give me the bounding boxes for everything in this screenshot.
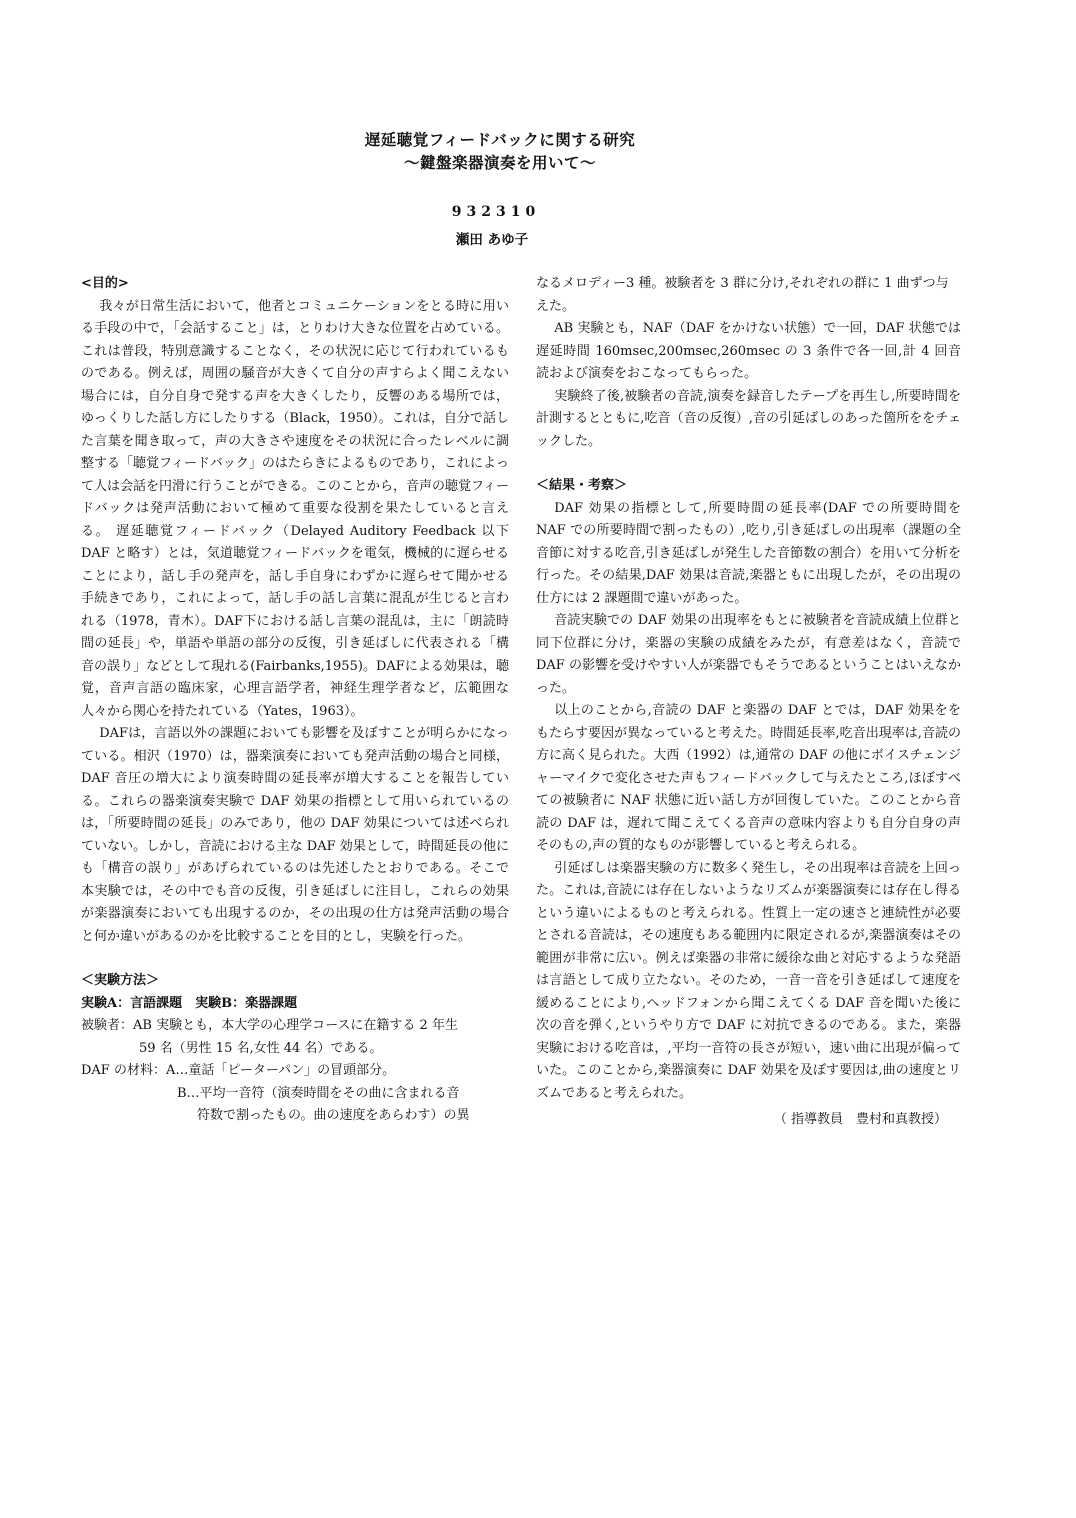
method-continuation: なるメロディー3 種。被験者を 3 群に分け,それぞれの群に 1 曲ずつ与えた。 [536, 276, 949, 314]
method-subjects-line-2: 59 名（男性 15 名,女性 44 名）である。 [139, 1040, 383, 1056]
purpose-paragraph-2: DAFは，言語以外の課題においても影響を及ぼすことが明らかになっている。相沢（1970）は，器楽演奏においても発声活動の場合と同様，DAF 音圧の増大により演奏時間の延長率が増大することを報告している。これらの器楽演奏実験で DAF 効果の指標として用いられているのは，「所要時間の延長」のみであり，他の DAF 効果については述べられていない。しかし，音読における主な DAF 効果として，時間延長の他にも「構音の誤り」があげられているのは先述したとおりである。そこで本実験では，その中でも音の反復，引き延ばしに注目し，これらの効果が楽器演奏においても出現するのか，その出現の仕方は発声活動の場合と何か違いがあるのかを比較することを目的とし，実験を行った。 [81, 726, 509, 944]
results-paragraph-1: DAF 効果の指標として,所要時間の延長率(DAF での所要時間を NAF での所要時間で割ったもの）,吃り,引き延ばしの出現率（課題の全音節に対する吃音,引き延ばしが発生した音節数の割合）を用いて分析を行った。その結果,DAF 効果は音読,楽器ともに出現したが，その出現の仕方には 2 課題間で違いがあった。 [536, 500, 961, 606]
method-heading: ＜実験方法＞ [81, 973, 160, 988]
left-column [81, 273, 509, 1128]
method-material-b-cont: 符数で割ったもの。曲の速度をあらわす）の異 [197, 1108, 470, 1123]
method-material-a: DAF の材料：A…童話「ピーターパン」の冒頭部分。 [81, 1063, 396, 1078]
results-heading: ＜結果・考察＞ [536, 478, 628, 493]
purpose-paragraph-1: 我々が日常生活において，他者とコミュニケーションをとる時に用いる手段の中で，「会話すること」は，とりわけ大きな位置を占めている。これは普段，特別意識することなく，その状況に応じて行われているものである。例えば，周囲の騒音が大きくて自分の声すらよく聞こえない場合には，自分自身で発する声を大きくしたり，反響のある場所では，ゆっくりした話し方にしたりする（Black，1950）。これは，自分で話した言葉を聞き取って，声の大きさや速度をその状況に合ったレベルに調整する「聴覚フィードバック」のはたらきによるものであり，これによって人は会話を円滑に行うことができる。このことから，音声の聴覚フィードバックは発声活動において極めて重要な役割を果たしていると言える。 遅延聴覚フィードバック（Delayed Auditory Feedback 以下 DAF と略す）とは，気道聴覚フィードバックを電気，機械的に遅らせることにより，話し手の発声を，話し手自身にわずかに遅らせて聞かせる手続きであり，これによって，話し手の話し言葉に混乱が生じると言われる（1978，青木）。DAF下における話し言葉の混乱は，主に「朗読時間の延長」や，単語や単語の部分の反復，引き延ばしに代表される「構音の誤り」などとして現れる(Fairbanks,1955)。DAFによる効果は，聴覚，音声言語の臨床家，心理言語学者，神経生理学者など，広範囲な人々から関心を持たれている（Yates，1963）。 [81, 298, 509, 719]
results-paragraph-3: 以上のことから,音読の DAF と楽器の DAF とでは，DAF 効果ををもたらす要因が異なっていると考えた。時間延長率,吃音出現率は,音読の方に高く見られた。大西（1992）は,通常の DAF の他にボイスチェンジャーマイクで変化させた声もフィードバックして与えたところ,ほぼすべての被験者に NAF 状態に近い話し方が回復していた。このことから音読の DAF は，遅れて聞こえてくる音声の意味内容よりも自分自身の声そのもの,声の質的なものが影響していると考えられる。 [536, 703, 961, 853]
paper-title: 遅延聴覚フィードバックに関する研究 [364, 130, 636, 149]
method-material-b: B…平均一音符（演奏時間をその曲に含まれる音 [177, 1085, 460, 1101]
right-column [536, 273, 961, 1132]
purpose-heading: <目的> [81, 276, 129, 291]
advisor-note: （ 指導教員 豊村和真教授） [773, 1112, 947, 1127]
method-experiments: 実験A：言語課題 実験B：楽器課題 [81, 995, 298, 1011]
method-procedure: AB 実験とも，NAF（DAF をかけない状態）で一回，DAF 状態では遅延時間 160msec,200msec,260msec の 3 条件で各一回,計 4 回音読および演奏をおこなってもらった。 [536, 321, 961, 381]
method-subjects-line-1: 被験者：AB 実験とも，本大学の心理学コースに在籍する 2 年生 [81, 1018, 458, 1033]
student-id: 932310 [451, 204, 541, 220]
paper-subtitle: 〜鍵盤楽器演奏を用いて〜 [403, 153, 596, 172]
method-analysis: 実験終了後,被験者の音読,演奏を録音したテープを再生し,所要時間を計測するとともに,吃音（音の反復）,音の引延ばしのあった箇所ををチェックした。 [536, 388, 961, 449]
results-paragraph-4: 引延ばしは楽器実験の方に数多く発生し，その出現率は音読を上回った。これは,音読には存在しないようなリズムが楽器演奏には存在し得るという違いによるものと考えられる。性質上一定の速さと連続性が必要とされる音読は，その速度もある範囲内に限定されるが,楽器演奏はその範囲が非常に広い。例えば楽器の非常に緩徐な曲と対応するような発語は言語として成り立たない。そのため，一音一音を引き延ばして速度を緩めることにより,ヘッドフォンから聞こえてくる DAF 音を聞いた後に次の音を弾く,というやり方で DAF に対抗できるのである。また，楽器実験における吃音は，,平均一音符の長さが短い，速い曲に出現が偏っていた。このことから,楽器演奏に DAF 効果を及ぼす要因は,曲の速度とリズムであると考えられた。 [536, 860, 961, 1101]
results-paragraph-2: 音読実験での DAF 効果の出現率をもとに被験者を音読成績上位群と同下位群に分け，楽器の実験の成績をみたが，有意差はなく，音読で DAF の影響を受けやすい人が楽器でもそうであるということはいえなかった。 [536, 613, 961, 696]
author-name: 瀬田 あゆ子 [455, 232, 529, 248]
